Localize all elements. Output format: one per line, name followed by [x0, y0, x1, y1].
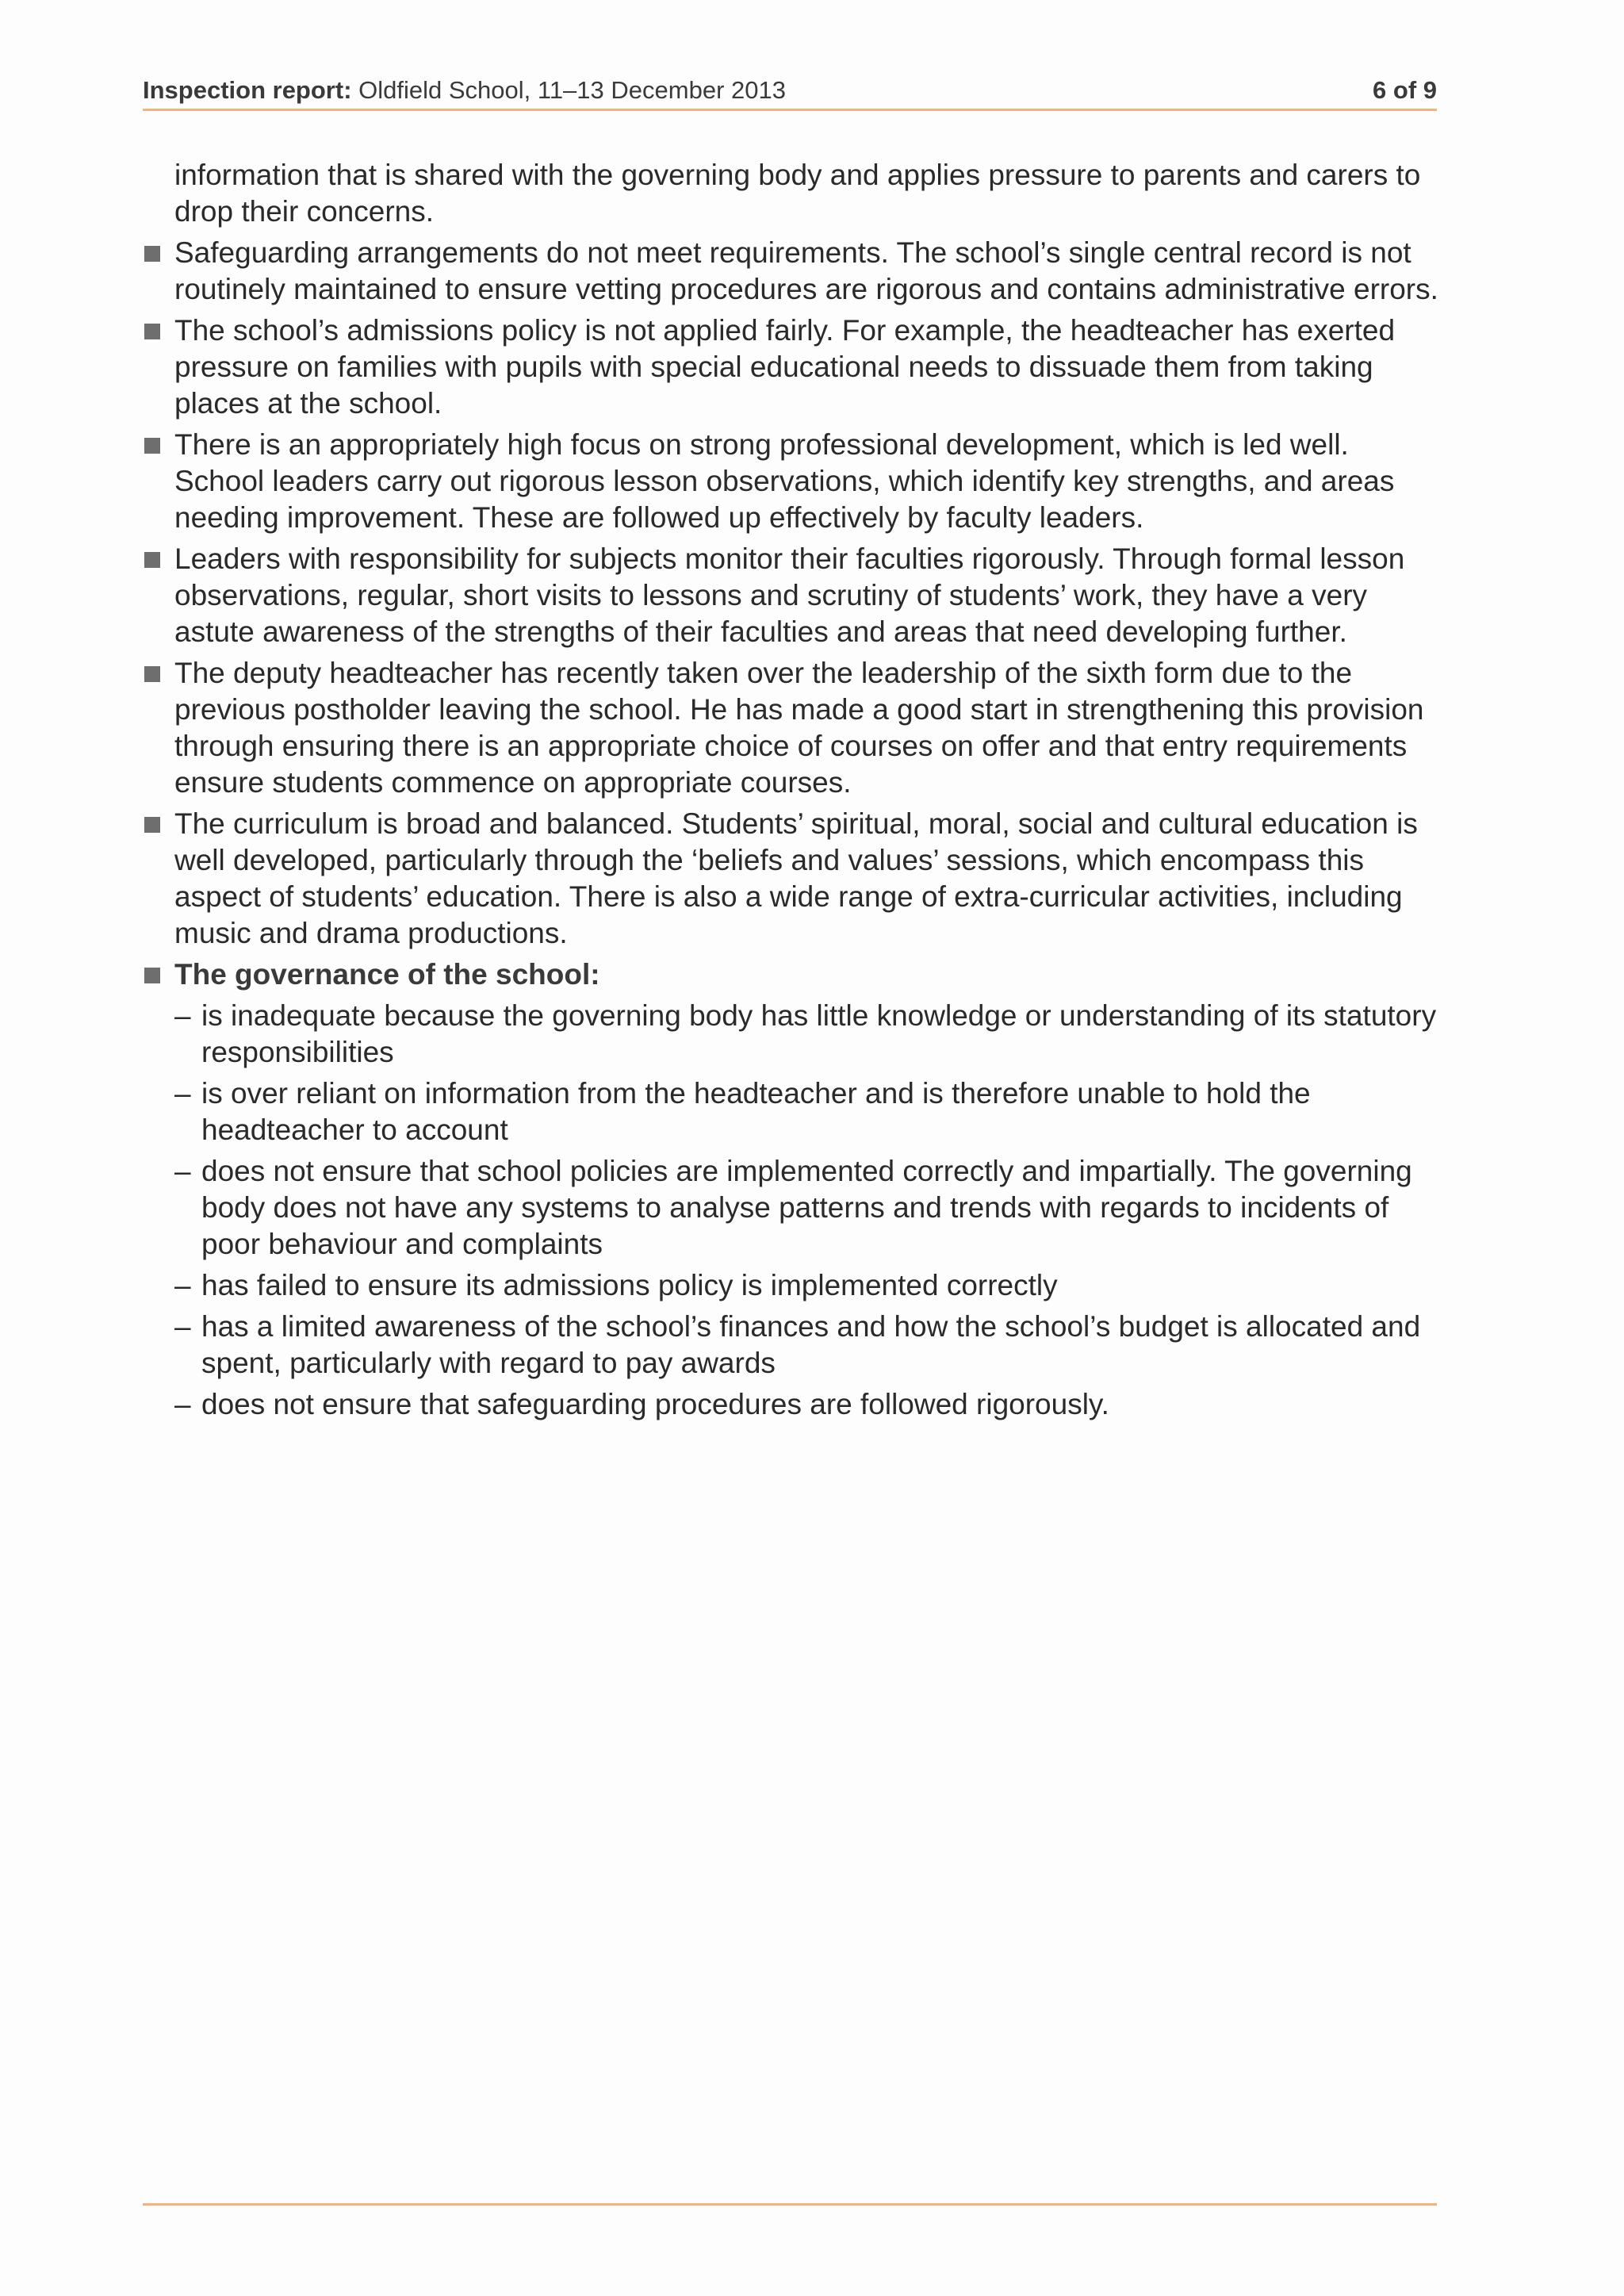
square-bullet-icon [144, 552, 160, 568]
governance-heading: The governance of the school: [174, 958, 600, 991]
header-label: Inspection report: [143, 76, 352, 104]
governance-item: is over reliant on information from the headteacher and is therefore unable to hold the headteacher to account [201, 1077, 1311, 1146]
square-bullet-icon [144, 817, 160, 833]
square-bullet-icon [144, 324, 160, 339]
square-bullet-icon [144, 666, 160, 682]
bullet-text: The curriculum is broad and balanced. Students’ spiritual, moral, social and cultural education is well developed, particularly through the ‘beliefs and values’ sessions, which encompass this aspect of students’ education. There is also a wide range of extra-curricular activities, including music and drama productions. [174, 807, 1418, 949]
dash-bullet-icon: – [174, 1269, 191, 1301]
list-item [143, 1075, 1443, 1148]
square-bullet-icon [144, 246, 160, 262]
governance-item: is inadequate because the governing body has little knowledge or understanding of its statutory responsibilities [201, 999, 1437, 1068]
governance-list [174, 998, 1443, 1423]
bullet-text: There is an appropriately high focus on strong professional development, which is led well. School leaders carry out rigorous lesson observations, which identify key strengths, and areas needing improvement. These are followed up effectively by faculty leaders. [174, 428, 1395, 534]
bullet-text: Leaders with responsibility for subjects monitor their faculties rigorously. Through formal lesson observations, regular, short visits to lessons and scrutiny of students’ work, they have a very astute awareness of the strengths of their faculties and areas that need developing further. [174, 542, 1405, 648]
list-item [143, 1386, 1443, 1423]
list-item [143, 312, 1443, 422]
governance-section [143, 956, 1443, 1423]
list-item [143, 235, 1443, 308]
dash-bullet-icon: – [174, 1310, 191, 1343]
report-body [143, 157, 1443, 1428]
list-item [143, 806, 1443, 952]
page-header [143, 65, 1437, 105]
list-item [143, 427, 1443, 536]
continuation-paragraph: information that is shared with the governing body and applies pressure to parents and carers to drop their concerns. [174, 159, 1421, 228]
findings-list [143, 235, 1443, 1423]
header-school: Oldfield School, 11–13 December 2013 [358, 76, 786, 104]
bullet-text: Safeguarding arrangements do not meet requirements. The school’s single central record is not routinely maintained to ensure vetting procedures are rigorous and contains administrative errors. [174, 236, 1438, 305]
page-number: 6 of 9 [1373, 76, 1437, 104]
list-item [143, 541, 1443, 650]
square-bullet-icon [144, 968, 160, 983]
list-item [143, 998, 1443, 1071]
list-item [143, 655, 1443, 801]
dash-bullet-icon: – [174, 1077, 191, 1110]
dash-bullet-icon: – [174, 999, 191, 1032]
square-bullet-icon [144, 438, 160, 454]
bullet-text: The school’s admissions policy is not applied fairly. For example, the headteacher has exerted pressure on families with pupils with special educational needs to dissuade them from taking places at the school. [174, 314, 1396, 420]
governance-item: has a limited awareness of the school’s finances and how the school’s budget is allocated and spent, particularly with regard to pay awards [201, 1310, 1421, 1379]
list-item [143, 1267, 1443, 1304]
bullet-text: The deputy headteacher has recently taken over the leadership of the sixth form due to the previous postholder leaving the school. He has made a good start in strengthening this provision through ensuring there is an appropriate choice of courses on offer and that entry requirements ensure students commence on appropriate courses. [174, 657, 1424, 799]
governance-item: has failed to ensure its admissions policy is implemented correctly [201, 1269, 1058, 1301]
governance-item: does not ensure that safeguarding procedures are followed rigorously. [201, 1388, 1109, 1420]
list-item [143, 1309, 1443, 1382]
dash-bullet-icon: – [174, 1388, 191, 1420]
footer-rule [143, 2203, 1437, 2206]
header-title [143, 76, 786, 105]
governance-item: does not ensure that school policies are implemented correctly and impartially. The governing body does not have any systems to analyse patterns and trends with regards to incidents of poor behaviour and complaints [201, 1155, 1412, 1260]
list-item [143, 1153, 1443, 1263]
header-rule [143, 109, 1437, 111]
header-page-number [1373, 76, 1437, 105]
dash-bullet-icon: – [174, 1155, 191, 1187]
